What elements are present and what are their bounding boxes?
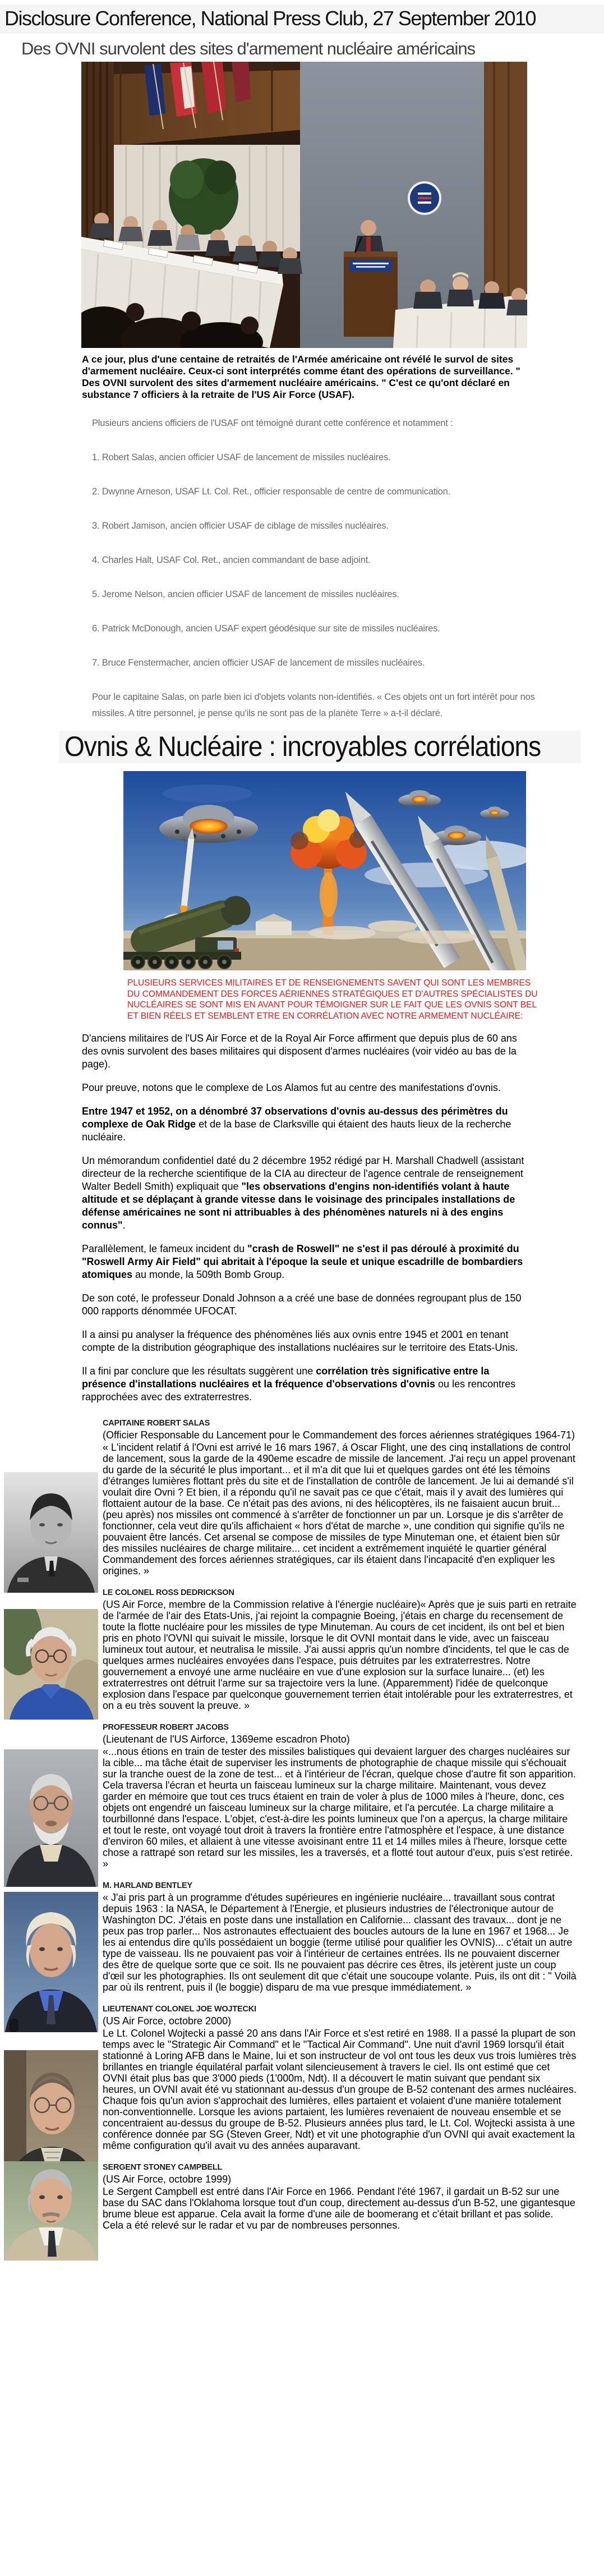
testimony-role: (US Air Force, membre de la Commission relative à l'énergie nucléaire) <box>103 1599 421 1610</box>
conference-panel-photo <box>81 62 527 348</box>
paragraph-conclusion <box>82 1365 531 1404</box>
roswell-pre: Parallèlement, le fameux incident du <box>82 1243 248 1254</box>
testimony-role: (US Air Force, octobre 2000) <box>103 2015 232 2027</box>
conference-photo-caption: A ce jour, plus d'une centaine de retraités de l'Armée américaine ont révélé le survol de sites d'armement nucléaire. Ceux-ci sont interprétés comme étant des opérations de surveillance. " Des OVNI survolent des sites d'armement nucléaire américains. " C'est ce qu'ont déclaré en substance 7 officiers à la retraite de l'US Air Force (USAF). <box>82 354 520 400</box>
paragraph-raf-usaf: D'anciens militaires de l'US Air Force et de la Royal Air Force affirment que depuis plus de 60 ans des ovnis survolent des bases militaires qui disposent d'armes nucléaires (voir vidéo au bas de la page). <box>82 1033 517 1070</box>
photo-stoney-campbell <box>4 2161 98 2261</box>
paragraph-memorandum <box>82 1154 531 1232</box>
testimony-stoney-campbell <box>0 2162 604 2263</box>
salas-note: Pour le capitaine Salas, on parle bien ici d'objets volants non-identifiés. « Ces objets ont un fort intérêt pour nos missiles. A titre personnel, je pense qu'ils ne sont pas de la planète Terre » a-t-il déclaré. <box>92 692 535 718</box>
roswell-post: au monde, la 509th Bomb Group. <box>132 1269 285 1280</box>
ufo-nuclear-collage-illustration <box>123 771 526 970</box>
testimony-quote: « J'ai pris part à un programme d'études supérieures en ingénierie nucléaire... travaillant sous contrat depuis 1963 : la NASA, le Département à l'Energie, et plusieurs industries de l'électronique autour de Washington DC. J'étais en poste dans une installation en Californie... classant des travaux... dont je ne peux pas trop parler... Nos astronautes effectuaient des boucles autours de la lune en 1967 et 1968... Je les ai entendus dire qu'ils possédaient un boggie (terme utilisé pour qualifier les OVNIS)... c'était un autre type de vaisseau. Ils ne pouvaient pas voir à l'intérieur de certaines entrées. Ils ne pouvaient discerner des être de quelque sorte que ce soit. Ils ne pouvaient pas décrire ces êtres, ils jetèrent juste un coup d'œil sur les photographies. Ils ont seulement dit que c'était une soucoupe volante. Puis, ils ont dit : " Voilà par où ils rentrent, puis il (le boggie) disparu de ma vue presque immédiatement. » <box>103 1892 577 1993</box>
heading-strip <box>59 731 580 763</box>
testimony-role: (Lieutenant de l'US Airforce, 1369eme escadron Photo) <box>103 1734 350 1745</box>
testimony-quote: «...nous étions en train de tester des missiles balistiques qui devaient larguer des charges nucléaires sur la cible... ma tâche était de superviser les instruments de photographie de chaque missile qui s'échouait sur la tranche ouest de la zone de test... et à l'intérieur de l'écran, quelque chose d'autre fit son apparition. Cela traversa l'écran et heurta un faisceau lumineux sur la charge militaire. Maintenant, vous devez garder en mémoire que tout ces trucs étaient en train de voler à plus de 1000 miles à l'heure, donc, ces objets ont engendré un faisceau lumineux sur la charge militaire, et l'a percutée. La charge militaire a tourbillonné dans l'espace. L'objet, c'est-à-dire les points lumineux que l'on a aperçus, la charge militaire et tout le reste, ont voyagé tout droit à travers la frontière entre l'atmosphère et l'espace, à une distance d'environ 60 miles, et allaient à une vitesse avoisinant entre 11 et 14 milles miles à l'heure, lorsque cette chose a rattrapé son retard sur les missiles, les a traversés, et a flotté tout autour d'eux, puis s'est retirée. » <box>103 1746 576 1869</box>
testimony-quote: « L'incident relatif á l'Ovni est arrivé le 16 mars 1967, á Oscar Flight, une des cinq installations de control de lancement, sous la garde de la 490eme escadre de missile de lancement. J'ai reçu un appel provenant du garde de la sécurité le plus important... et il m'a dit que lui et quelques gardes ont été les témoins d'étranges lumières flottant près du site et de l'installation de contrôle de lancement. Je lui ai demandé s'il voulait dire Ovni ? Et bien, il a répondu qu'il ne savait pas ce que c'était, mais il y avait des lumières qui flottaient autour de la base. Ce n'était pas des avions, ni des hélicoptères, ils ne faisaient aucun bruit... (peu après) nos missiles ont commencé à s'arrêter de fonctionner un par un. Lorsque je dis s'arrêter de fonctionner, cela veut dire qu'ils affichaient « hors d'état de marche », une condition qui signifie qu'ils ne pouvaient être lancés. Cet arsenal se compose de missiles de type Minuteman one, et étaient bien sûr des missiles nucléaires de charge militaire... cet incident a extrêmement inquiété le quartier général Commandement des forces aériennes stratégiques, car ils étaient dans l'incapacité d'en expliquer les origines. » <box>103 1442 575 1576</box>
photo-robert-jacobs <box>4 1749 98 1887</box>
oak-ridge-rest: et de la base de Clarksville qui étaient des hauts lieux de la recherche nucléaire. <box>82 1119 511 1143</box>
conclusion-pre: Il a fini par conclure que les résultats suggèrent une <box>82 1365 316 1377</box>
testimony-role: (US Air Force, octobre 1999) <box>103 2174 232 2185</box>
witness-item-4: 4. Charles Halt, USAF Col. Ret., ancien commandant de base adjoint. <box>92 555 371 565</box>
oak-ridge-bold: Entre 1947 et 1952, on a dénombré 37 observations d'ovnis au-dessus des périmètres du complexe de Oak Ridge <box>82 1106 508 1130</box>
ufo-nuclear-collage <box>123 771 526 970</box>
paragraph-frequence: Il a ainsi pu analyser la fréquence des phénomènes liés aux ovnis entre 1945 et 2001 en tenant compte de la distribution géographique des installations nucléaires sur le territoire des Etats-Unis. <box>82 1329 518 1353</box>
witness-item-5: 5. Jerome Nelson, ancien officier USAF de lancement de missiles nucléaires. <box>92 589 399 599</box>
memorandum-pre: Un mémorandum confidentiel daté du 2 décembre 1952 rédigé par H. Marshall Chadwell (assistant directeur de la recherche scientifique de la CIA au directeur de l'agence centrale de renseignement Walter Bedell Smith) expliquait que <box>82 1155 524 1192</box>
paragraph-oak-ridge <box>82 1105 531 1144</box>
testimony-name: LE COLONEL ROSS DEDRICKSON <box>103 1588 234 1597</box>
witness-item-3: 3. Robert Jamison, ancien officier USAF de ciblage de missiles nucléaires. <box>92 521 389 531</box>
title-strip <box>0 4 604 34</box>
page-title: Disclosure Conference, National Press Club, 27 September 2010 <box>4 7 536 30</box>
memorandum-bold: "les observations d'engins non-identifiés volant à haute altitude et se déplaçant à grande vitesse dans le voisinage des principales installations de défense américaines ne sont ni attribuables à des phénomènes naturels ni à des engins connus" <box>82 1181 515 1231</box>
testimony-quote: Le Lt. Colonel Wojtecki a passé 20 ans dans l'Air Force et s'est retiré en 1988. Il a passé la plupart de son temps avec le "Strategic Air Command" et le "Tactical Air Command". Une nuit d'avril 1969 lorsqu'il était stationné à Loring AFB dans le Maine, lui et son instructeur de vol ont tous les deux vus trois lumières très brillantes en triangle équilatéral parfait volant silencieusement à travers le ciel. Ils ont estimé que cet OVNI était plus bas que 3'000 pieds (1'000m, Ndt). Il a découvert le matin suivant que pendant six heures, un OVNI avait été vu stationnant au-dessus d'un groupe de B-52 contenant des armes nucléaires. Chaque fois qu'un avion s'approchait des lumières, elles partaient et volaient d'une manière totalement non-conventionnelle. Lorsque les avions partaient, les lumières revenaient de nouveau ensemble et se concentraient au-dessus du groupe de B-52. Plusieurs années plus tard, le Lt. Col. Wojtecki assista à une conférence donnée par SG (Steven Greer, Ndt) et vit une photographie d'un OVNI qui avait exactement la même configuration qu'il avait vu des années auparavant. <box>103 2028 577 2151</box>
paragraph-ufocat: De son coté, le professeur Donald Johnson a a créé une base de données regroupant plus de 150 000 rapports dénommée UFOCAT. <box>82 1292 522 1317</box>
paragraph-los-alamos: Pour preuve, notons que le complexe de Los Alamos fut au centre des manifestations d'ovnis. <box>82 1082 501 1093</box>
witness-item-1: 1. Robert Salas, ancien officier USAF de lancement de missiles nucléaires. <box>92 452 391 462</box>
testimony-name: PROFESSEUR ROBERT JACOBS <box>103 1723 229 1732</box>
photo-robert-salas <box>4 1472 98 1593</box>
testimony-quote: Le Sergent Campbell est entré dans l'Air Force en 1966. Pendant l'été 1967, il gardait un B-52 sur une base du SAC dans l'Oklahoma lorsque tout d'un coup, directement au-dessus d'un B-52, une gigantesque brume bleue est apparue. Cela avait la forme d'une aile de boomerang et c'était brillant et pas solide. Cela a été relevé sur le radar et vu par de nombreuses personnes. <box>103 2186 575 2231</box>
article-page <box>0 4 604 2263</box>
testimony-role-quote <box>103 1599 577 1711</box>
witness-item-2: 2. Dwynne Arneson, USAF Lt. Col. Ret., officier responsable de centre de communication. <box>92 487 450 497</box>
testimony-name: M. HARLAND BENTLEY <box>103 1881 192 1890</box>
conference-panel-illustration <box>81 62 527 348</box>
section-heading: Ovnis & Nucléaire : incroyables corrélations <box>64 731 541 762</box>
testimony-role: (Officier Responsable du Lancement pour le Commandement des forces aériennes stratégiques 1964-71) <box>103 1429 575 1441</box>
testimony-harland-bentley <box>0 1881 604 1993</box>
testimony-name: LIEUTENANT COLONEL JOE WOJTECKI <box>103 2005 256 2014</box>
witness-list-intro: Plusieurs anciens officiers de l'USAF ont témoigné durant cette conférence et notamment : <box>92 418 453 428</box>
conclusion-bold: corrélation très significative entre la présence d'installations nucléaires et la fréquence d'observations d'ovnis <box>82 1365 490 1390</box>
testimony-ross-dedrickson <box>0 1588 604 1711</box>
paragraph-roswell <box>82 1243 531 1281</box>
testimony-robert-salas <box>0 1418 604 1576</box>
witness-item-6: 6. Patrick McDonough, ancien USAF expert géodésique sur site de missiles nucléaires. <box>92 624 440 634</box>
testimony-name: SERGENT STONEY CAMPBELL <box>103 2163 223 2172</box>
photo-ross-dedrickson <box>4 1609 98 1720</box>
testimony-name: CAPITAINE ROBERT SALAS <box>103 1419 210 1428</box>
conclusion-post: ou les rencontres rapprochées avec des extraterrestres. <box>82 1378 516 1402</box>
roswell-bold: "crash de Roswell" ne s'est il pas déroulé à proximité du "Roswell Army Air Field" qui abritait à l'époque la seule et unique escadrille de bombardiers atomiques <box>82 1243 523 1280</box>
testimony-quote: « Après que je suis parti en retraite de l'armée de l'air des Etats-Unis, j'ai rejoint la compagnie Boeing, j'étais en charge du recensement de toute la flotte nucléaire pour les missiles de type Minuteman. Au cours de cet incident, ils ont bel et bien pris en photo l'OVNI qui suivait le missile, lorsque le dit OVNI montait dans le vide, avec un faisceau lumineux tout autour, et neutralisa le missile. J'ai aussi appris qu'un nombre d'incidents, tel que le cas de quelques armes nucléaires envoyées dans l'espace, puis détruites par les extraterrestres. Notre gouvernement a envoyé une arme nucléaire en vue d'une explosion sur la surface lunaire... (et) les extraterrestres ont détruit l'arme sur sa trajectoire vers la lune. (Apparemment) l'idée de quelconque explosion dans l'espace par quelconque gouvernement terrien était intolérable pour les extraterrestres, et on a eu très souvent la preuve. » <box>103 1599 577 1711</box>
memorandum-post: . <box>122 1220 126 1231</box>
testimony-joe-wojtecki <box>0 2004 604 2151</box>
page-subtitle: Des OVNI survolent des sites d'armement nucléaire américains <box>21 39 476 58</box>
testimony-robert-jacobs <box>0 1722 604 1869</box>
witness-item-7: 7. Bruce Fenstermacher, ancien officier USAF de lancement de missiles nucléaires. <box>92 658 425 668</box>
collage-caption-red: PLUSIEURS SERVICES MILITAIRES ET DE RENSEIGNEMENTS SAVENT QUI SONT LES MEMBRES DU COMMANDEMENT DES FORCES AÉRIENNES STRATÉGIQUES ET D'AUTRES SPÉCIALISTES DU NUCLÉAIRES SE SONT MIS EN AVANT POUR TÉMOIGNER SUR LE FAIT QUE LES OVNIS SONT BEL ET BIEN RÉELS ET SEMBLENT ETRE EN CORRÉLATION AVEC NOTRE ARMEMENT NUCLÉAIRE: <box>127 978 538 1021</box>
